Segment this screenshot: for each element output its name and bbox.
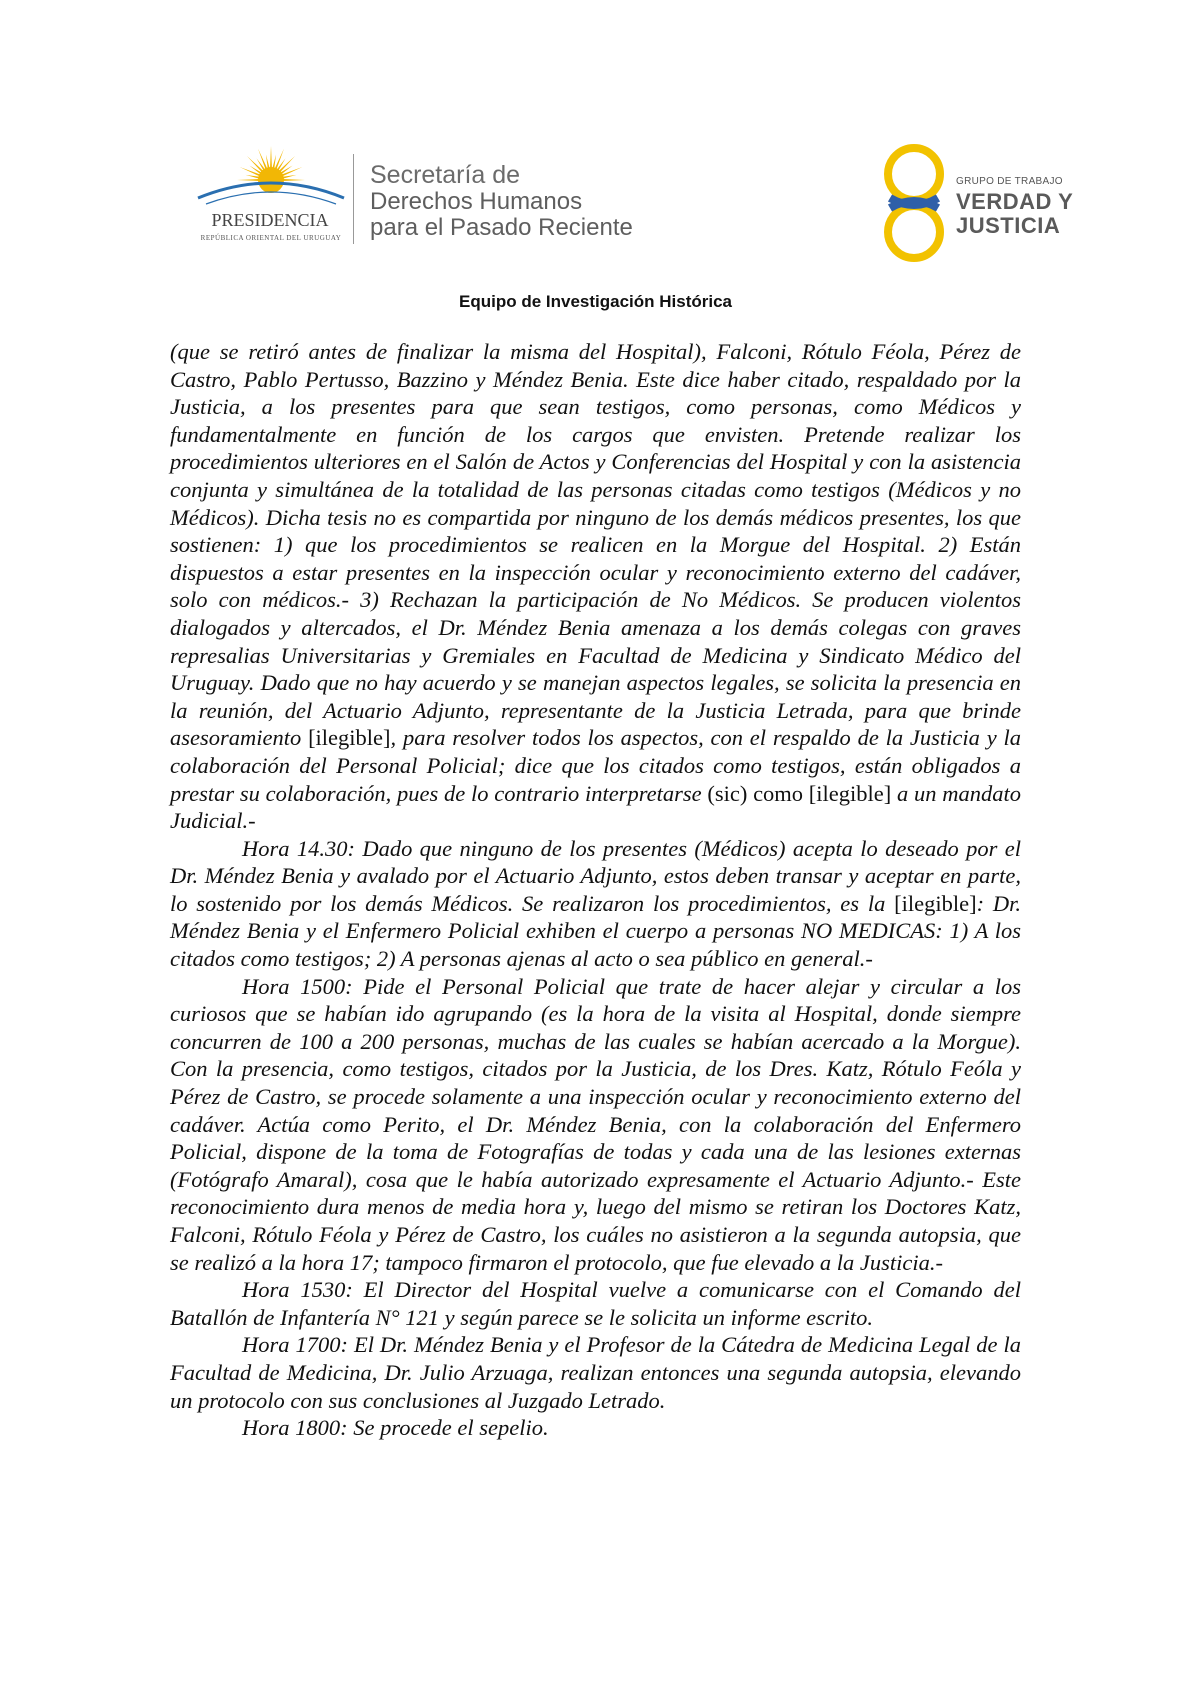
p1-sic: (sic) <box>707 780 748 806</box>
header-right <box>878 140 1098 270</box>
p2-illegible: [ilegible] <box>894 890 977 916</box>
document-body <box>170 338 1021 1442</box>
header-divider <box>353 154 354 244</box>
section-title: Equipo de Investigación Histórica <box>459 292 732 311</box>
grupo-title-line2: JUSTICIA <box>956 213 1061 238</box>
p1-text-a: (que se retiró antes de finalizar la misma del Hospital), Falconi, Rótulo Féola, Pérez de Castro, Pablo Pertusso, Bazzino y Méndez Benia. Este dice haber citado, respaldado por la Justicia, a los presentes para que sean testigos, como personas, como Médicos y fundamentalmente en función de los cargos que envisten. Pretende realizar los procedimientos ulteriores en el Salón de Actos y Conferencias del Hospital y con la asistencia conjunta y simultánea de la totalidad de las personas citadas como testigos (Médicos y no Médicos). Dicha tesis no es compartida por ninguno de los demás médicos presentes, los que sostienen: 1) que los procedimientos se realicen en la Morgue del Hospital. 2) Están dispuestos a estar presentes en la inspección ocular y reconocimiento externo del cadáver, solo con médicos.- 3) Rechazan la participación de No Médicos. Se producen violentos dialogados y altercados, el Dr. Méndez Benia amenaza a los demás colegas con graves represalias Universitarias y Gremiales en Facultad de Medicina y Sindicato Médico del Uruguay. Dado que no hay acuerdo y se manejan aspectos legales, se solicita la presencia en la reunión, del Actuario Adjunto, representante de la Justicia Letrada, para que brinde asesoramiento <box>170 339 1021 751</box>
paragraph-1 <box>170 338 1021 835</box>
presidencia-sun-icon <box>196 140 346 215</box>
p1-illegible-1: [ilegible] <box>308 725 391 751</box>
p2-text-a: Hora 14.30: Dado que ninguno de los presentes (Médicos) acepta lo deseado por el Dr. Méndez Benia y avalado por el Actuario Adjunto, estos deben transar y aceptar en parte, lo sostenido por los demás Médicos. Se realizaron los procedimientos, es la <box>170 835 1021 916</box>
paragraph-5: Hora 1700: El Dr. Méndez Benia y el Profesor de la Cátedra de Medicina Legal de la Facultad de Medicina, Dr. Julio Arzuaga, realizan entonces una segunda autopsia, elevando un protocolo con sus conclusiones al Juzgado Letrado. <box>170 1332 1021 1413</box>
p2-text-c: : Dr. Méndez Benia y el Enfermero Policial exhiben el cuerpo a personas NO MEDICAS: 1) A los citados como testigos; 2) A personas ajenas al acto o sea público en general.- <box>170 890 1021 972</box>
presidencia-subtitle: REPÚBLICA ORIENTAL DEL URUGUAY <box>200 234 342 242</box>
p1-text-e: como <box>747 780 809 806</box>
paragraph-2 <box>170 835 1021 973</box>
grupo-small-label: GRUPO DE TRABAJO <box>956 176 1063 187</box>
paragraph-6: Hora 1800: Se procede el sepelio. <box>242 1415 549 1441</box>
verdad-justicia-rings-icon <box>878 140 958 270</box>
presidencia-logo <box>196 140 346 250</box>
secretaria-wordmark <box>370 162 633 241</box>
secretaria-line3: para el Pasado Reciente <box>370 214 633 241</box>
secretaria-line1: Secretaría de <box>370 161 521 189</box>
p1-text-c: , para resolver todos los aspectos, con el respaldo de la Justicia y la colaboración del Personal Policial; dice que los citados como testigos, están obligados a prestar su colaboración, pues de lo contrario interpretarse <box>170 725 1022 806</box>
secretaria-line2: Derechos Humanos <box>370 188 583 215</box>
paragraph-4: Hora 1530: El Director del Hospital vuelve a comunicarse con el Comando del Batallón de Infantería N° 121 y según parece se le solicita un informe escrito. <box>170 1277 1021 1330</box>
grupo-title-line1: VERDAD Y <box>956 189 1074 214</box>
presidencia-name: PRESIDENCIA <box>211 210 329 230</box>
p1-text-g: a un mandato Judicial.- <box>170 780 1021 834</box>
paragraph-3: Hora 1500: Pide el Personal Policial que trate de hacer alejar y circular a los curiosos que se habían ido agrupando (es la hora de la visita al Hospital, donde siempre concurren de 100 a 200 personas, muchas de las cuales se habían acercado a la Morgue). Con la presencia, como testigos, citados por la Justicia, de los Dres. Katz, Rótulo Feóla y Pérez de Castro, se procede solamente a una inspección ocular y reconocimiento externo del cadáver. Actúa como Perito, el Dr. Méndez Benia, con la colaboración del Enfermero Policial, dispone de la toma de Fotografías de todas y cada una de las lesiones externas (Fotógrafo Amaral), cosa que le había autorizado expresamente el Actuario Adjunto.- Este reconocimiento dura menos de media hora y, luego del mismo se retiran los Doctores Katz, Falconi, Rótulo Féola y Pérez de Castro, los cuáles no asistieron a la segunda autopsia, que se realizó a la hora 17; tampoco firmaron el protocolo, que fue elevado a la Justicia.- <box>170 973 1021 1275</box>
p1-illegible-2: [ilegible] <box>808 780 892 806</box>
header-left <box>196 140 716 250</box>
